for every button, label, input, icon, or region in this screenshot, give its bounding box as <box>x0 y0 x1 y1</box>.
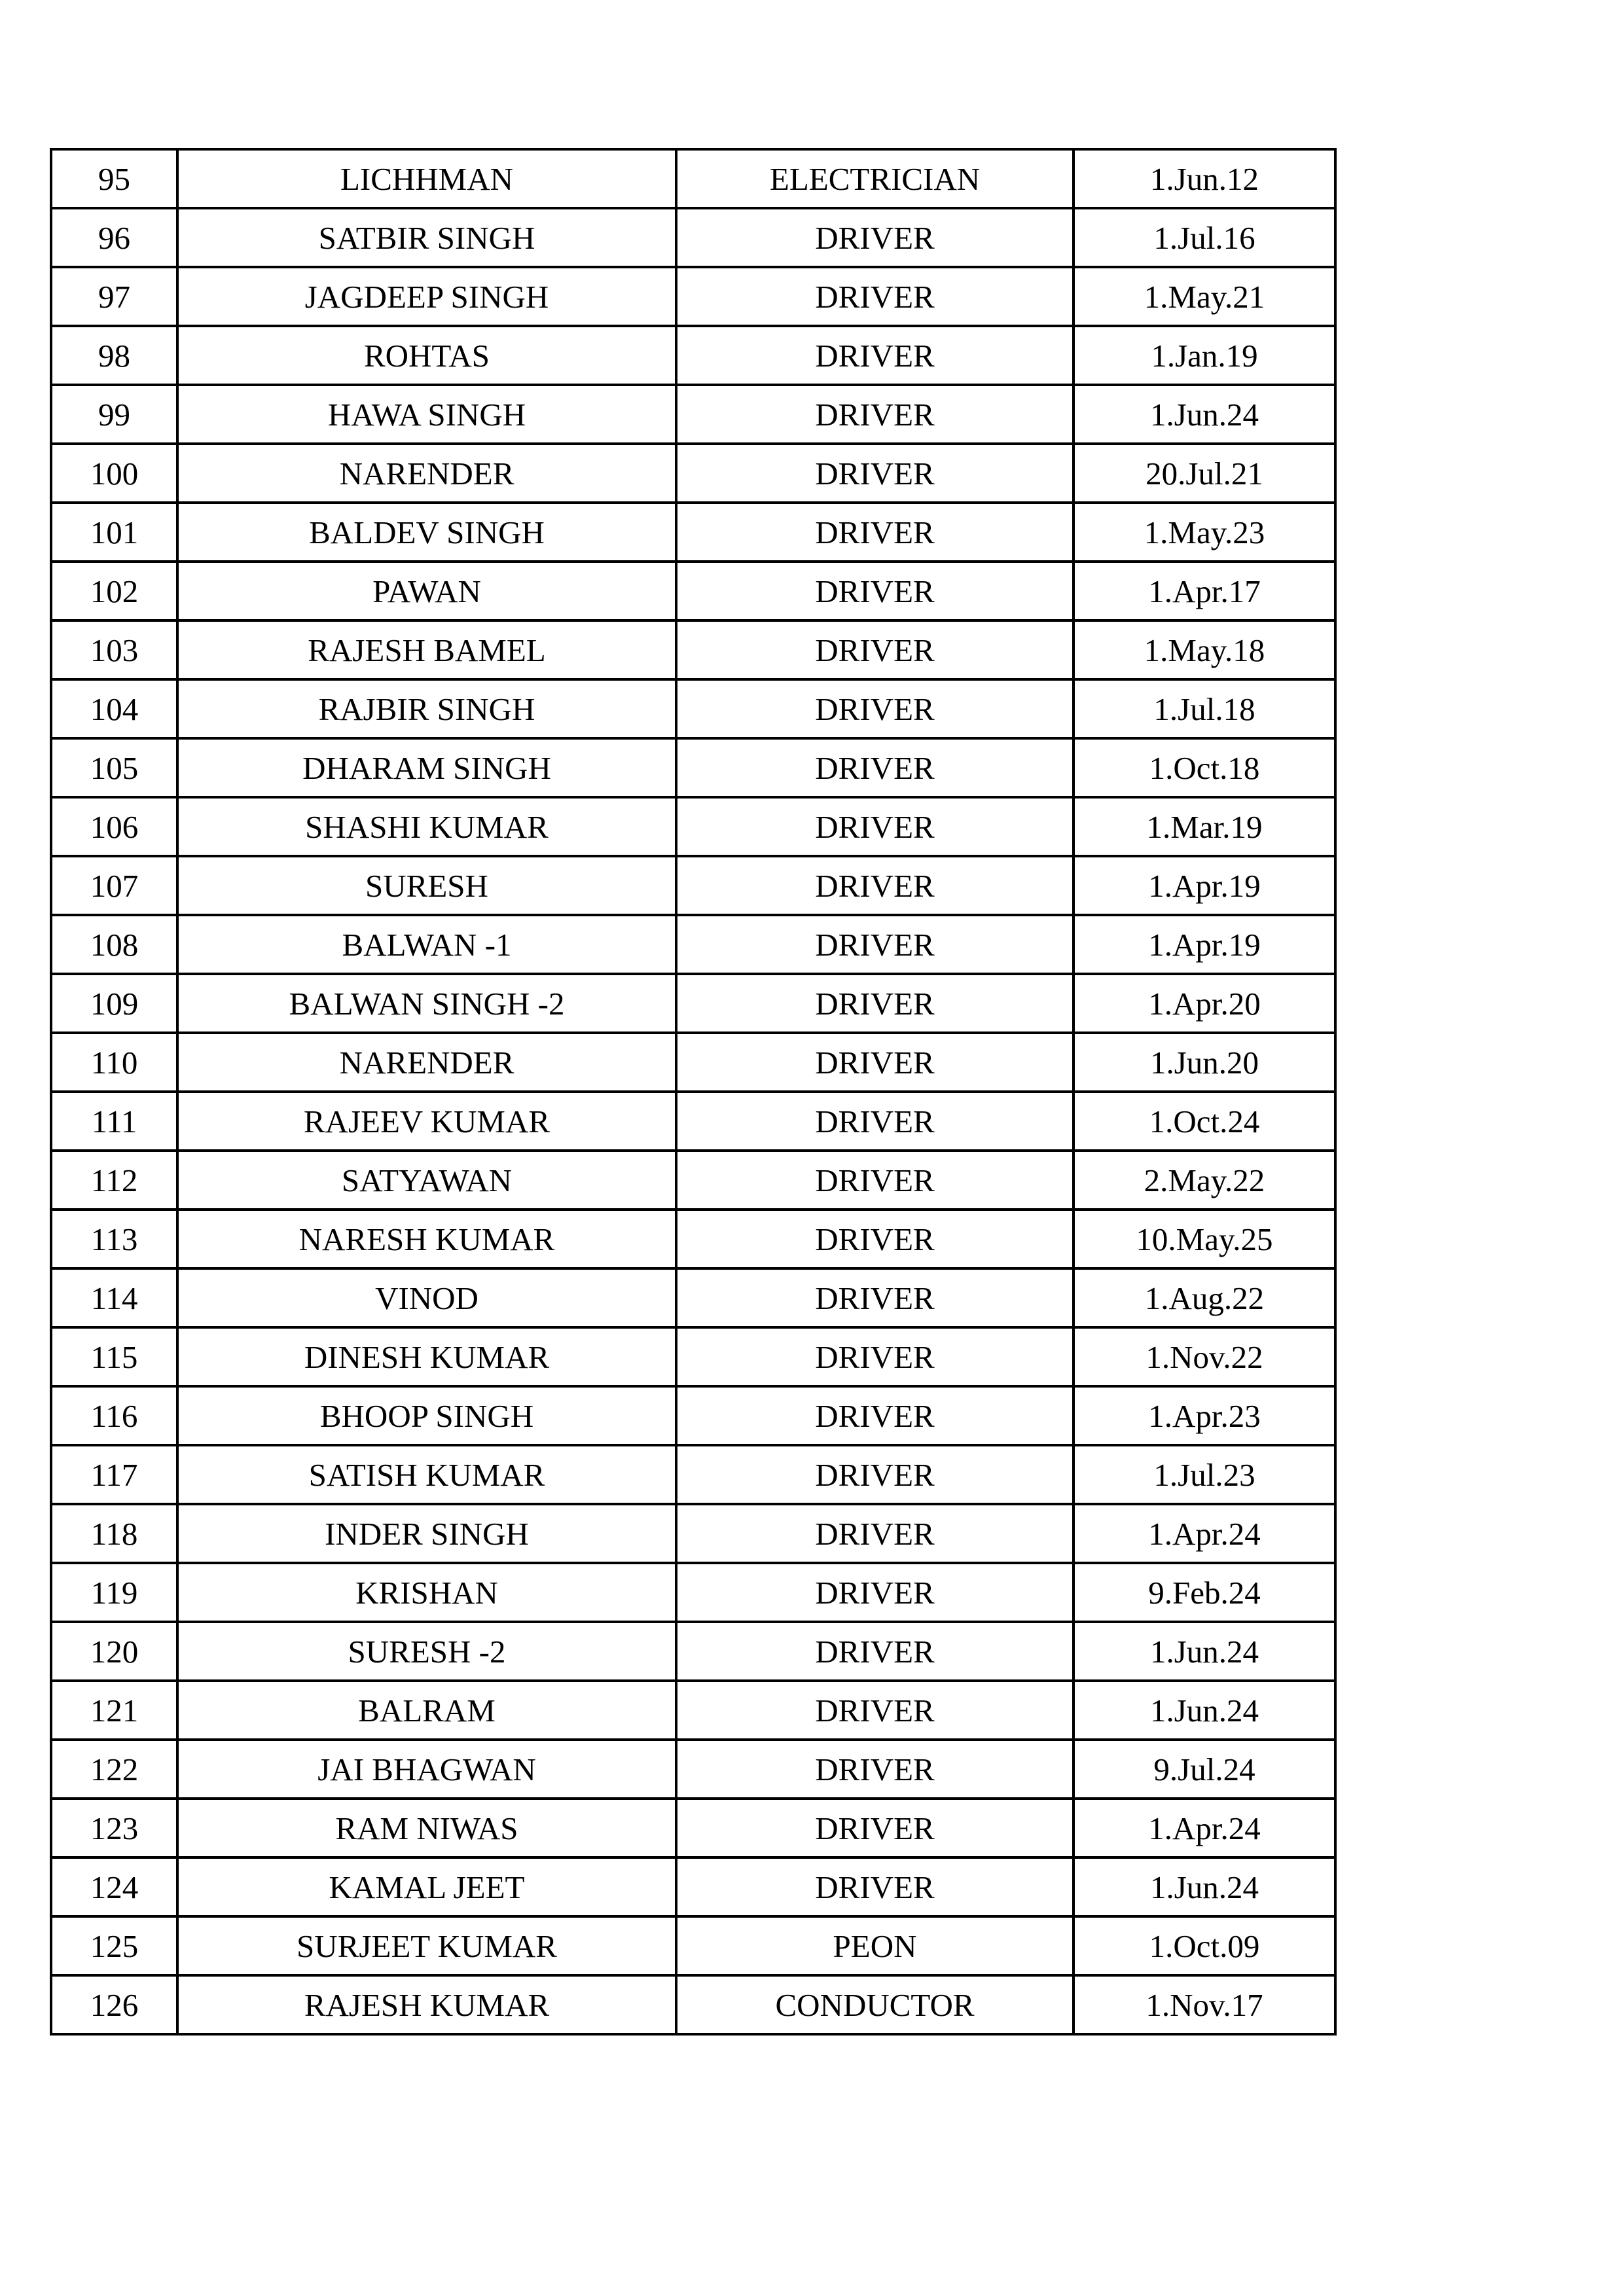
table-row <box>51 679 1335 738</box>
serial-number-cell: 108 <box>51 915 177 974</box>
table-row <box>51 1210 1335 1268</box>
serial-number-cell: 107 <box>51 856 177 915</box>
date-cell: 1.Oct.09 <box>1074 1916 1335 1975</box>
table-row <box>51 1681 1335 1740</box>
date-cell: 1.Apr.24 <box>1074 1504 1335 1563</box>
table-row <box>51 1268 1335 1327</box>
employee-name-cell: RAJESH BAMEL <box>177 620 676 679</box>
serial-number-cell: 103 <box>51 620 177 679</box>
designation-cell: DRIVER <box>676 1740 1074 1799</box>
table-row <box>51 1445 1335 1504</box>
serial-number-cell: 116 <box>51 1386 177 1445</box>
table-row <box>51 1857 1335 1916</box>
employee-name-cell: KRISHAN <box>177 1563 676 1622</box>
employee-name-cell: DHARAM SINGH <box>177 738 676 797</box>
employee-name-cell: RAJEEV KUMAR <box>177 1092 676 1151</box>
date-cell: 9.Jul.24 <box>1074 1740 1335 1799</box>
designation-cell: DRIVER <box>676 1151 1074 1210</box>
date-cell: 1.May.18 <box>1074 620 1335 679</box>
employee-name-cell: KAMAL JEET <box>177 1857 676 1916</box>
serial-number-cell: 110 <box>51 1033 177 1092</box>
employee-name-cell: DINESH KUMAR <box>177 1327 676 1386</box>
designation-cell: ELECTRICIAN <box>676 149 1074 208</box>
staff-table <box>50 148 1337 2036</box>
serial-number-cell: 101 <box>51 503 177 562</box>
table-row <box>51 738 1335 797</box>
designation-cell: DRIVER <box>676 1445 1074 1504</box>
serial-number-cell: 124 <box>51 1857 177 1916</box>
date-cell: 1.Nov.17 <box>1074 1975 1335 2034</box>
designation-cell: DRIVER <box>676 1799 1074 1857</box>
date-cell: 1.Mar.19 <box>1074 797 1335 856</box>
employee-name-cell: LICHHMAN <box>177 149 676 208</box>
date-cell: 1.Jan.19 <box>1074 326 1335 385</box>
table-row <box>51 1151 1335 1210</box>
employee-name-cell: BALWAN -1 <box>177 915 676 974</box>
table-row <box>51 503 1335 562</box>
date-cell: 1.Jul.23 <box>1074 1445 1335 1504</box>
table-row <box>51 915 1335 974</box>
table-row <box>51 1975 1335 2034</box>
serial-number-cell: 114 <box>51 1268 177 1327</box>
table-row <box>51 444 1335 503</box>
table-row <box>51 562 1335 620</box>
date-cell: 2.May.22 <box>1074 1151 1335 1210</box>
table-row <box>51 385 1335 444</box>
designation-cell: DRIVER <box>676 1092 1074 1151</box>
employee-name-cell: JAI BHAGWAN <box>177 1740 676 1799</box>
serial-number-cell: 122 <box>51 1740 177 1799</box>
employee-name-cell: HAWA SINGH <box>177 385 676 444</box>
date-cell: 1.Oct.18 <box>1074 738 1335 797</box>
serial-number-cell: 121 <box>51 1681 177 1740</box>
table-row <box>51 267 1335 326</box>
serial-number-cell: 112 <box>51 1151 177 1210</box>
designation-cell: DRIVER <box>676 974 1074 1033</box>
date-cell: 1.Jun.12 <box>1074 149 1335 208</box>
serial-number-cell: 111 <box>51 1092 177 1151</box>
employee-name-cell: SURESH <box>177 856 676 915</box>
designation-cell: DRIVER <box>676 1622 1074 1681</box>
date-cell: 10.May.25 <box>1074 1210 1335 1268</box>
table-row <box>51 149 1335 208</box>
employee-name-cell: RAM NIWAS <box>177 1799 676 1857</box>
designation-cell: DRIVER <box>676 1033 1074 1092</box>
employee-name-cell: BHOOP SINGH <box>177 1386 676 1445</box>
date-cell: 1.Nov.22 <box>1074 1327 1335 1386</box>
serial-number-cell: 118 <box>51 1504 177 1563</box>
employee-name-cell: RAJESH KUMAR <box>177 1975 676 2034</box>
employee-name-cell: SATBIR SINGH <box>177 208 676 267</box>
table-row <box>51 974 1335 1033</box>
date-cell: 1.Apr.23 <box>1074 1386 1335 1445</box>
date-cell: 1.Aug.22 <box>1074 1268 1335 1327</box>
employee-name-cell: BALRAM <box>177 1681 676 1740</box>
designation-cell: DRIVER <box>676 1681 1074 1740</box>
serial-number-cell: 105 <box>51 738 177 797</box>
date-cell: 1.Apr.17 <box>1074 562 1335 620</box>
table-row <box>51 797 1335 856</box>
date-cell: 1.Jun.24 <box>1074 1681 1335 1740</box>
serial-number-cell: 102 <box>51 562 177 620</box>
designation-cell: DRIVER <box>676 267 1074 326</box>
designation-cell: CONDUCTOR <box>676 1975 1074 2034</box>
employee-name-cell: SHASHI KUMAR <box>177 797 676 856</box>
employee-name-cell: NARENDER <box>177 1033 676 1092</box>
serial-number-cell: 98 <box>51 326 177 385</box>
employee-name-cell: JAGDEEP SINGH <box>177 267 676 326</box>
date-cell: 1.Jul.16 <box>1074 208 1335 267</box>
designation-cell: DRIVER <box>676 444 1074 503</box>
employee-name-cell: NARESH KUMAR <box>177 1210 676 1268</box>
table-row <box>51 1799 1335 1857</box>
date-cell: 1.May.23 <box>1074 503 1335 562</box>
table-row <box>51 1033 1335 1092</box>
table-row <box>51 1092 1335 1151</box>
designation-cell: DRIVER <box>676 1210 1074 1268</box>
table-row <box>51 1916 1335 1975</box>
serial-number-cell: 115 <box>51 1327 177 1386</box>
table-row <box>51 208 1335 267</box>
designation-cell: DRIVER <box>676 797 1074 856</box>
employee-name-cell: SURJEET KUMAR <box>177 1916 676 1975</box>
employee-name-cell: VINOD <box>177 1268 676 1327</box>
designation-cell: DRIVER <box>676 738 1074 797</box>
date-cell: 1.May.21 <box>1074 267 1335 326</box>
designation-cell: DRIVER <box>676 1857 1074 1916</box>
table-row <box>51 1563 1335 1622</box>
serial-number-cell: 106 <box>51 797 177 856</box>
date-cell: 1.Jul.18 <box>1074 679 1335 738</box>
date-cell: 1.Apr.19 <box>1074 915 1335 974</box>
designation-cell: DRIVER <box>676 562 1074 620</box>
serial-number-cell: 104 <box>51 679 177 738</box>
table-row <box>51 1386 1335 1445</box>
table-row <box>51 326 1335 385</box>
table-row <box>51 1504 1335 1563</box>
designation-cell: DRIVER <box>676 326 1074 385</box>
designation-cell: DRIVER <box>676 679 1074 738</box>
table-row <box>51 856 1335 915</box>
employee-name-cell: RAJBIR SINGH <box>177 679 676 738</box>
date-cell: 20.Jul.21 <box>1074 444 1335 503</box>
table-row <box>51 1740 1335 1799</box>
serial-number-cell: 99 <box>51 385 177 444</box>
serial-number-cell: 123 <box>51 1799 177 1857</box>
employee-name-cell: NARENDER <box>177 444 676 503</box>
employee-name-cell: BALWAN SINGH -2 <box>177 974 676 1033</box>
designation-cell: DRIVER <box>676 1563 1074 1622</box>
date-cell: 1.Jun.24 <box>1074 385 1335 444</box>
employee-name-cell: SATYAWAN <box>177 1151 676 1210</box>
serial-number-cell: 126 <box>51 1975 177 2034</box>
date-cell: 1.Jun.24 <box>1074 1622 1335 1681</box>
designation-cell: DRIVER <box>676 208 1074 267</box>
designation-cell: DRIVER <box>676 1327 1074 1386</box>
table-row <box>51 620 1335 679</box>
employee-name-cell: PAWAN <box>177 562 676 620</box>
date-cell: 1.Apr.20 <box>1074 974 1335 1033</box>
date-cell: 9.Feb.24 <box>1074 1563 1335 1622</box>
designation-cell: DRIVER <box>676 620 1074 679</box>
serial-number-cell: 117 <box>51 1445 177 1504</box>
employee-name-cell: SURESH -2 <box>177 1622 676 1681</box>
designation-cell: DRIVER <box>676 1386 1074 1445</box>
serial-number-cell: 100 <box>51 444 177 503</box>
date-cell: 1.Apr.24 <box>1074 1799 1335 1857</box>
designation-cell: DRIVER <box>676 915 1074 974</box>
date-cell: 1.Apr.19 <box>1074 856 1335 915</box>
serial-number-cell: 113 <box>51 1210 177 1268</box>
serial-number-cell: 97 <box>51 267 177 326</box>
designation-cell: DRIVER <box>676 856 1074 915</box>
designation-cell: DRIVER <box>676 1268 1074 1327</box>
date-cell: 1.Oct.24 <box>1074 1092 1335 1151</box>
employee-name-cell: INDER SINGH <box>177 1504 676 1563</box>
employee-name-cell: ROHTAS <box>177 326 676 385</box>
designation-cell: DRIVER <box>676 503 1074 562</box>
table-row <box>51 1327 1335 1386</box>
date-cell: 1.Jun.24 <box>1074 1857 1335 1916</box>
staff-table-body <box>51 149 1335 2034</box>
serial-number-cell: 109 <box>51 974 177 1033</box>
designation-cell: DRIVER <box>676 385 1074 444</box>
employee-name-cell: BALDEV SINGH <box>177 503 676 562</box>
date-cell: 1.Jun.20 <box>1074 1033 1335 1092</box>
designation-cell: DRIVER <box>676 1504 1074 1563</box>
serial-number-cell: 120 <box>51 1622 177 1681</box>
serial-number-cell: 119 <box>51 1563 177 1622</box>
designation-cell: PEON <box>676 1916 1074 1975</box>
table-row <box>51 1622 1335 1681</box>
serial-number-cell: 95 <box>51 149 177 208</box>
serial-number-cell: 125 <box>51 1916 177 1975</box>
serial-number-cell: 96 <box>51 208 177 267</box>
employee-name-cell: SATISH KUMAR <box>177 1445 676 1504</box>
